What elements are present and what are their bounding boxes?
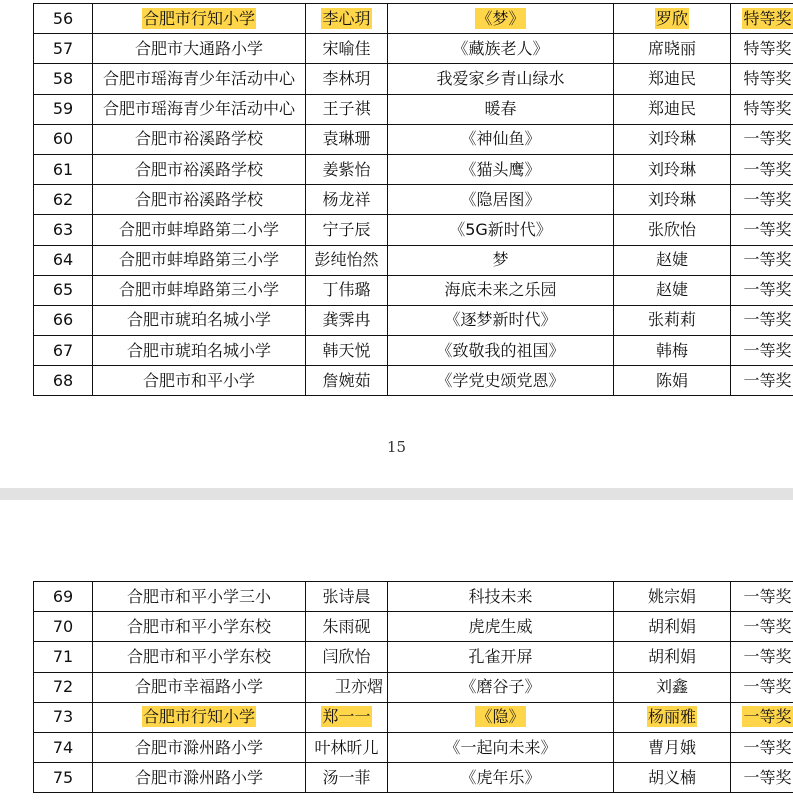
cell-student-text: 杨龙祥 <box>322 189 371 209</box>
cell-award <box>731 763 793 793</box>
cell-number-text: 65 <box>52 280 74 300</box>
cell-artwork-title-text: 《致敬我的祖国》 <box>436 340 565 360</box>
table-row <box>34 94 793 124</box>
cell-award-text: 特等奖 <box>743 38 792 58</box>
cell-student-text: 郑一一 <box>322 707 371 727</box>
cell-student-text: 李林玥 <box>322 68 371 88</box>
table-row <box>34 124 793 154</box>
cell-school-text: 合肥市琥珀名城小学 <box>126 340 271 360</box>
cell-artwork-title-text: 《神仙鱼》 <box>460 129 541 149</box>
cell-student-text: 王子祺 <box>322 99 371 119</box>
cell-number <box>34 64 93 94</box>
cell-artwork-title <box>388 185 614 215</box>
cell-award-text: 一等奖 <box>743 189 792 209</box>
cell-school-text: 合肥市琥珀名城小学 <box>126 310 271 330</box>
cell-teacher-text: 罗欣 <box>655 8 688 28</box>
cell-award-text: 一等奖 <box>743 737 792 757</box>
cell-teacher <box>614 305 731 335</box>
cell-artwork-title <box>388 366 614 396</box>
cell-teacher-text: 杨丽雅 <box>647 707 696 727</box>
cell-student <box>306 702 388 732</box>
cell-number <box>34 642 93 672</box>
cell-artwork-title <box>388 4 614 34</box>
cell-artwork-title <box>388 763 614 793</box>
cell-number <box>34 366 93 396</box>
table-row <box>34 4 793 34</box>
cell-student <box>306 732 388 762</box>
cell-school <box>93 124 306 154</box>
cell-artwork-title <box>388 582 614 612</box>
cell-school <box>93 185 306 215</box>
cell-artwork-title-text: 梦 <box>492 250 509 270</box>
cell-student-text: 宋喻佳 <box>322 38 371 58</box>
cell-teacher-text: 张莉莉 <box>647 310 696 330</box>
cell-number-text: 63 <box>52 219 74 239</box>
cell-school <box>93 64 306 94</box>
cell-teacher <box>614 124 731 154</box>
cell-student-text: 丁伟璐 <box>322 280 371 300</box>
cell-number-text: 61 <box>52 159 74 179</box>
cell-award-text: 一等奖 <box>743 646 792 666</box>
cell-number-text: 70 <box>52 616 74 636</box>
cell-artwork-title <box>388 612 614 642</box>
table-row <box>34 672 793 702</box>
cell-award <box>731 4 793 34</box>
cell-number-text: 66 <box>52 310 74 330</box>
cell-teacher-text: 陈娟 <box>655 370 688 390</box>
table-row <box>34 215 793 245</box>
cell-number <box>34 336 93 366</box>
cell-teacher-text: 张欣怡 <box>647 219 696 239</box>
cell-teacher-text: 胡利娟 <box>647 646 696 666</box>
cell-number-text: 57 <box>52 38 74 58</box>
document-page-16 <box>0 500 793 801</box>
cell-award-text: 一等奖 <box>743 280 792 300</box>
cell-award <box>731 185 793 215</box>
cell-teacher-text: 刘玲琳 <box>647 129 696 149</box>
cell-artwork-title-text: 《逐梦新时代》 <box>444 310 557 330</box>
table-row <box>34 732 793 762</box>
cell-award <box>731 336 793 366</box>
cell-artwork-title-text: 我爱家乡青山绿水 <box>436 68 565 88</box>
cell-artwork-title-text: 《隐》 <box>476 707 525 727</box>
cell-award <box>731 366 793 396</box>
cell-student-text: 张诗晨 <box>322 586 371 606</box>
table-row <box>34 702 793 732</box>
cell-school-text: 合肥市蚌埠路第三小学 <box>118 280 279 300</box>
page-separator <box>0 488 793 500</box>
cell-award <box>731 702 793 732</box>
cell-student-text: 叶林昕儿 <box>314 737 379 757</box>
cell-artwork-title-text: 《一起向未来》 <box>444 737 557 757</box>
cell-award-text: 一等奖 <box>743 219 792 239</box>
cell-number-text: 74 <box>52 737 74 757</box>
cell-student <box>306 366 388 396</box>
cell-teacher-text: 席晓丽 <box>647 38 696 58</box>
cell-school-text: 合肥市大通路小学 <box>134 38 263 58</box>
cell-award <box>731 612 793 642</box>
cell-artwork-title-text: 《藏族老人》 <box>452 38 549 58</box>
cell-student <box>306 34 388 64</box>
cell-school <box>93 34 306 64</box>
cell-school-text: 合肥市行知小学 <box>142 707 255 727</box>
cell-school-text: 合肥市幸福路小学 <box>134 677 263 697</box>
cell-award-text: 特等奖 <box>743 99 792 119</box>
cell-number <box>34 245 93 275</box>
cell-school-text: 合肥市瑶海青少年活动中心 <box>102 99 295 119</box>
cell-award <box>731 642 793 672</box>
cell-artwork-title <box>388 154 614 184</box>
cell-teacher-text: 郑迪民 <box>647 68 696 88</box>
cell-number-text: 72 <box>52 677 74 697</box>
cell-number-text: 69 <box>52 586 74 606</box>
cell-student-text: 卫亦熠 <box>334 677 383 697</box>
cell-student <box>306 154 388 184</box>
cell-teacher <box>614 763 731 793</box>
cell-artwork-title-text: 孔雀开屏 <box>468 646 533 666</box>
cell-student <box>306 336 388 366</box>
cell-number <box>34 275 93 305</box>
cell-number <box>34 4 93 34</box>
cell-school-text: 合肥市瑶海青少年活动中心 <box>102 68 295 88</box>
cell-artwork-title <box>388 672 614 702</box>
cell-award-text: 特等奖 <box>743 8 792 28</box>
table-row <box>34 64 793 94</box>
cell-teacher <box>614 185 731 215</box>
cell-number-text: 73 <box>52 707 74 727</box>
table-row <box>34 366 793 396</box>
cell-school <box>93 4 306 34</box>
cell-artwork-title <box>388 702 614 732</box>
cell-student <box>306 215 388 245</box>
cell-number <box>34 34 93 64</box>
cell-teacher <box>614 702 731 732</box>
cell-student <box>306 612 388 642</box>
cell-student <box>306 185 388 215</box>
table-row <box>34 763 793 793</box>
cell-teacher-text: 赵婕 <box>655 250 688 270</box>
cell-student <box>306 245 388 275</box>
cell-award-text: 一等奖 <box>743 767 792 787</box>
cell-school-text: 合肥市裕溪路学校 <box>134 129 263 149</box>
cell-teacher-text: 赵婕 <box>655 280 688 300</box>
cell-school <box>93 275 306 305</box>
cell-award-text: 特等奖 <box>743 68 792 88</box>
cell-school-text: 合肥市和平小学 <box>142 370 255 390</box>
cell-school <box>93 366 306 396</box>
cell-award <box>731 732 793 762</box>
cell-teacher <box>614 642 731 672</box>
cell-school <box>93 94 306 124</box>
cell-student-text: 闫欣怡 <box>322 646 371 666</box>
cell-award-text: 一等奖 <box>743 586 792 606</box>
cell-school <box>93 215 306 245</box>
cell-student <box>306 672 388 702</box>
cell-teacher <box>614 582 731 612</box>
cell-number-text: 56 <box>52 8 74 28</box>
cell-artwork-title <box>388 124 614 154</box>
cell-award-text: 一等奖 <box>743 159 792 179</box>
cell-teacher <box>614 154 731 184</box>
cell-artwork-title <box>388 305 614 335</box>
cell-award <box>731 34 793 64</box>
cell-school <box>93 763 306 793</box>
cell-school <box>93 245 306 275</box>
cell-number-text: 64 <box>52 250 74 270</box>
cell-school <box>93 642 306 672</box>
cell-teacher-text: 胡义楠 <box>647 767 696 787</box>
cell-school <box>93 154 306 184</box>
cell-student <box>306 763 388 793</box>
cell-teacher <box>614 245 731 275</box>
cell-artwork-title <box>388 64 614 94</box>
cell-school-text: 合肥市和平小学东校 <box>126 616 271 636</box>
cell-artwork-title <box>388 215 614 245</box>
table-row <box>34 582 793 612</box>
cell-award <box>731 245 793 275</box>
cell-artwork-title-text: 虎虎生威 <box>468 616 533 636</box>
cell-artwork-title-text: 《学党史颂党恩》 <box>436 370 565 390</box>
cell-award <box>731 275 793 305</box>
cell-teacher <box>614 4 731 34</box>
cell-number <box>34 612 93 642</box>
cell-number <box>34 154 93 184</box>
cell-artwork-title <box>388 245 614 275</box>
cell-artwork-title-text: 《梦》 <box>476 8 525 28</box>
cell-teacher-text: 胡利娟 <box>647 616 696 636</box>
cell-award <box>731 305 793 335</box>
cell-number <box>34 185 93 215</box>
cell-teacher <box>614 612 731 642</box>
cell-award-text: 一等奖 <box>743 340 792 360</box>
cell-student <box>306 64 388 94</box>
cell-school-text: 合肥市蚌埠路第三小学 <box>118 250 279 270</box>
table-row <box>34 275 793 305</box>
cell-number-text: 59 <box>52 99 74 119</box>
cell-school-text: 合肥市裕溪路学校 <box>134 159 263 179</box>
cell-student-text: 韩天悦 <box>322 340 371 360</box>
cell-number-text: 67 <box>52 340 74 360</box>
cell-award <box>731 215 793 245</box>
cell-school-text: 合肥市滁州路小学 <box>134 767 263 787</box>
cell-award <box>731 154 793 184</box>
awards-table-page-15 <box>33 3 793 396</box>
cell-school-text: 合肥市滁州路小学 <box>134 737 263 757</box>
cell-number-text: 68 <box>52 370 74 390</box>
cell-student-text: 袁琳珊 <box>322 129 371 149</box>
cell-number <box>34 215 93 245</box>
cell-number-text: 58 <box>52 68 74 88</box>
cell-teacher <box>614 672 731 702</box>
cell-teacher-text: 韩梅 <box>655 340 688 360</box>
cell-number <box>34 94 93 124</box>
cell-award <box>731 672 793 702</box>
cell-teacher-text: 刘玲琳 <box>647 189 696 209</box>
cell-student <box>306 305 388 335</box>
cell-school <box>93 305 306 335</box>
table-row <box>34 612 793 642</box>
cell-student-text: 彭纯怡然 <box>314 250 379 270</box>
cell-student <box>306 275 388 305</box>
cell-artwork-title <box>388 642 614 672</box>
cell-artwork-title-text: 暖春 <box>484 99 517 119</box>
cell-number-text: 71 <box>52 646 74 666</box>
cell-school-text: 合肥市蚌埠路第二小学 <box>118 219 279 239</box>
cell-number <box>34 732 93 762</box>
cell-award-text: 一等奖 <box>743 129 792 149</box>
cell-artwork-title-text: 海底未来之乐园 <box>444 280 557 300</box>
cell-teacher-text: 曹月娥 <box>647 737 696 757</box>
cell-award <box>731 64 793 94</box>
cell-student-text: 龚霁冉 <box>322 310 371 330</box>
cell-student-text: 詹婉茹 <box>322 370 371 390</box>
cell-student <box>306 94 388 124</box>
cell-teacher-text: 姚宗娟 <box>647 586 696 606</box>
cell-award <box>731 582 793 612</box>
cell-teacher <box>614 366 731 396</box>
table-row <box>34 34 793 64</box>
table-row <box>34 642 793 672</box>
cell-school <box>93 732 306 762</box>
cell-award <box>731 94 793 124</box>
cell-school <box>93 336 306 366</box>
cell-student <box>306 124 388 154</box>
cell-artwork-title <box>388 34 614 64</box>
cell-number-text: 60 <box>52 129 74 149</box>
cell-student <box>306 582 388 612</box>
cell-number <box>34 672 93 702</box>
cell-teacher <box>614 732 731 762</box>
cell-teacher <box>614 94 731 124</box>
cell-school-text: 合肥市行知小学 <box>142 8 255 28</box>
cell-number <box>34 124 93 154</box>
cell-award-text: 一等奖 <box>743 310 792 330</box>
cell-student <box>306 642 388 672</box>
cell-award-text: 一等奖 <box>743 677 792 697</box>
cell-artwork-title <box>388 94 614 124</box>
cell-school <box>93 672 306 702</box>
cell-teacher <box>614 215 731 245</box>
cell-student-text: 朱雨砚 <box>322 616 371 636</box>
cell-artwork-title-text: 《5G新时代》 <box>449 219 552 239</box>
cell-school <box>93 582 306 612</box>
cell-teacher-text: 郑迪民 <box>647 99 696 119</box>
cell-teacher-text: 刘玲琳 <box>647 159 696 179</box>
table-row <box>34 336 793 366</box>
cell-teacher <box>614 275 731 305</box>
cell-teacher <box>614 34 731 64</box>
cell-number <box>34 582 93 612</box>
cell-teacher <box>614 336 731 366</box>
cell-award-text: 一等奖 <box>743 707 792 727</box>
page-number: 15 <box>386 438 407 456</box>
cell-artwork-title <box>388 275 614 305</box>
cell-student-text: 姜紫怡 <box>322 159 371 179</box>
cell-artwork-title-text: 《虎年乐》 <box>460 767 541 787</box>
cell-student <box>306 4 388 34</box>
cell-artwork-title-text: 《隐居图》 <box>460 189 541 209</box>
cell-award-text: 一等奖 <box>743 616 792 636</box>
table-row <box>34 154 793 184</box>
cell-award <box>731 124 793 154</box>
cell-award-text: 一等奖 <box>743 250 792 270</box>
table-row <box>34 185 793 215</box>
cell-school-text: 合肥市和平小学三小 <box>126 586 271 606</box>
cell-school-text: 合肥市和平小学东校 <box>126 646 271 666</box>
cell-number <box>34 305 93 335</box>
cell-teacher <box>614 64 731 94</box>
table-row <box>34 305 793 335</box>
cell-artwork-title <box>388 732 614 762</box>
cell-award-text: 一等奖 <box>743 370 792 390</box>
cell-artwork-title-text: 《磨谷子》 <box>460 677 541 697</box>
cell-school <box>93 612 306 642</box>
cell-school <box>93 702 306 732</box>
cell-artwork-title-text: 《猫头鹰》 <box>460 159 541 179</box>
cell-number-text: 75 <box>52 767 74 787</box>
cell-teacher-text: 刘鑫 <box>655 677 688 697</box>
cell-student-text: 汤一菲 <box>322 767 371 787</box>
cell-number <box>34 763 93 793</box>
cell-number <box>34 702 93 732</box>
cell-student-text: 李心玥 <box>322 8 371 28</box>
cell-student-text: 宁子辰 <box>322 219 371 239</box>
cell-artwork-title <box>388 336 614 366</box>
awards-table-page-16 <box>33 581 793 793</box>
cell-school-text: 合肥市裕溪路学校 <box>134 189 263 209</box>
cell-artwork-title-text: 科技未来 <box>468 586 533 606</box>
cell-number-text: 62 <box>52 189 74 209</box>
table-row <box>34 245 793 275</box>
